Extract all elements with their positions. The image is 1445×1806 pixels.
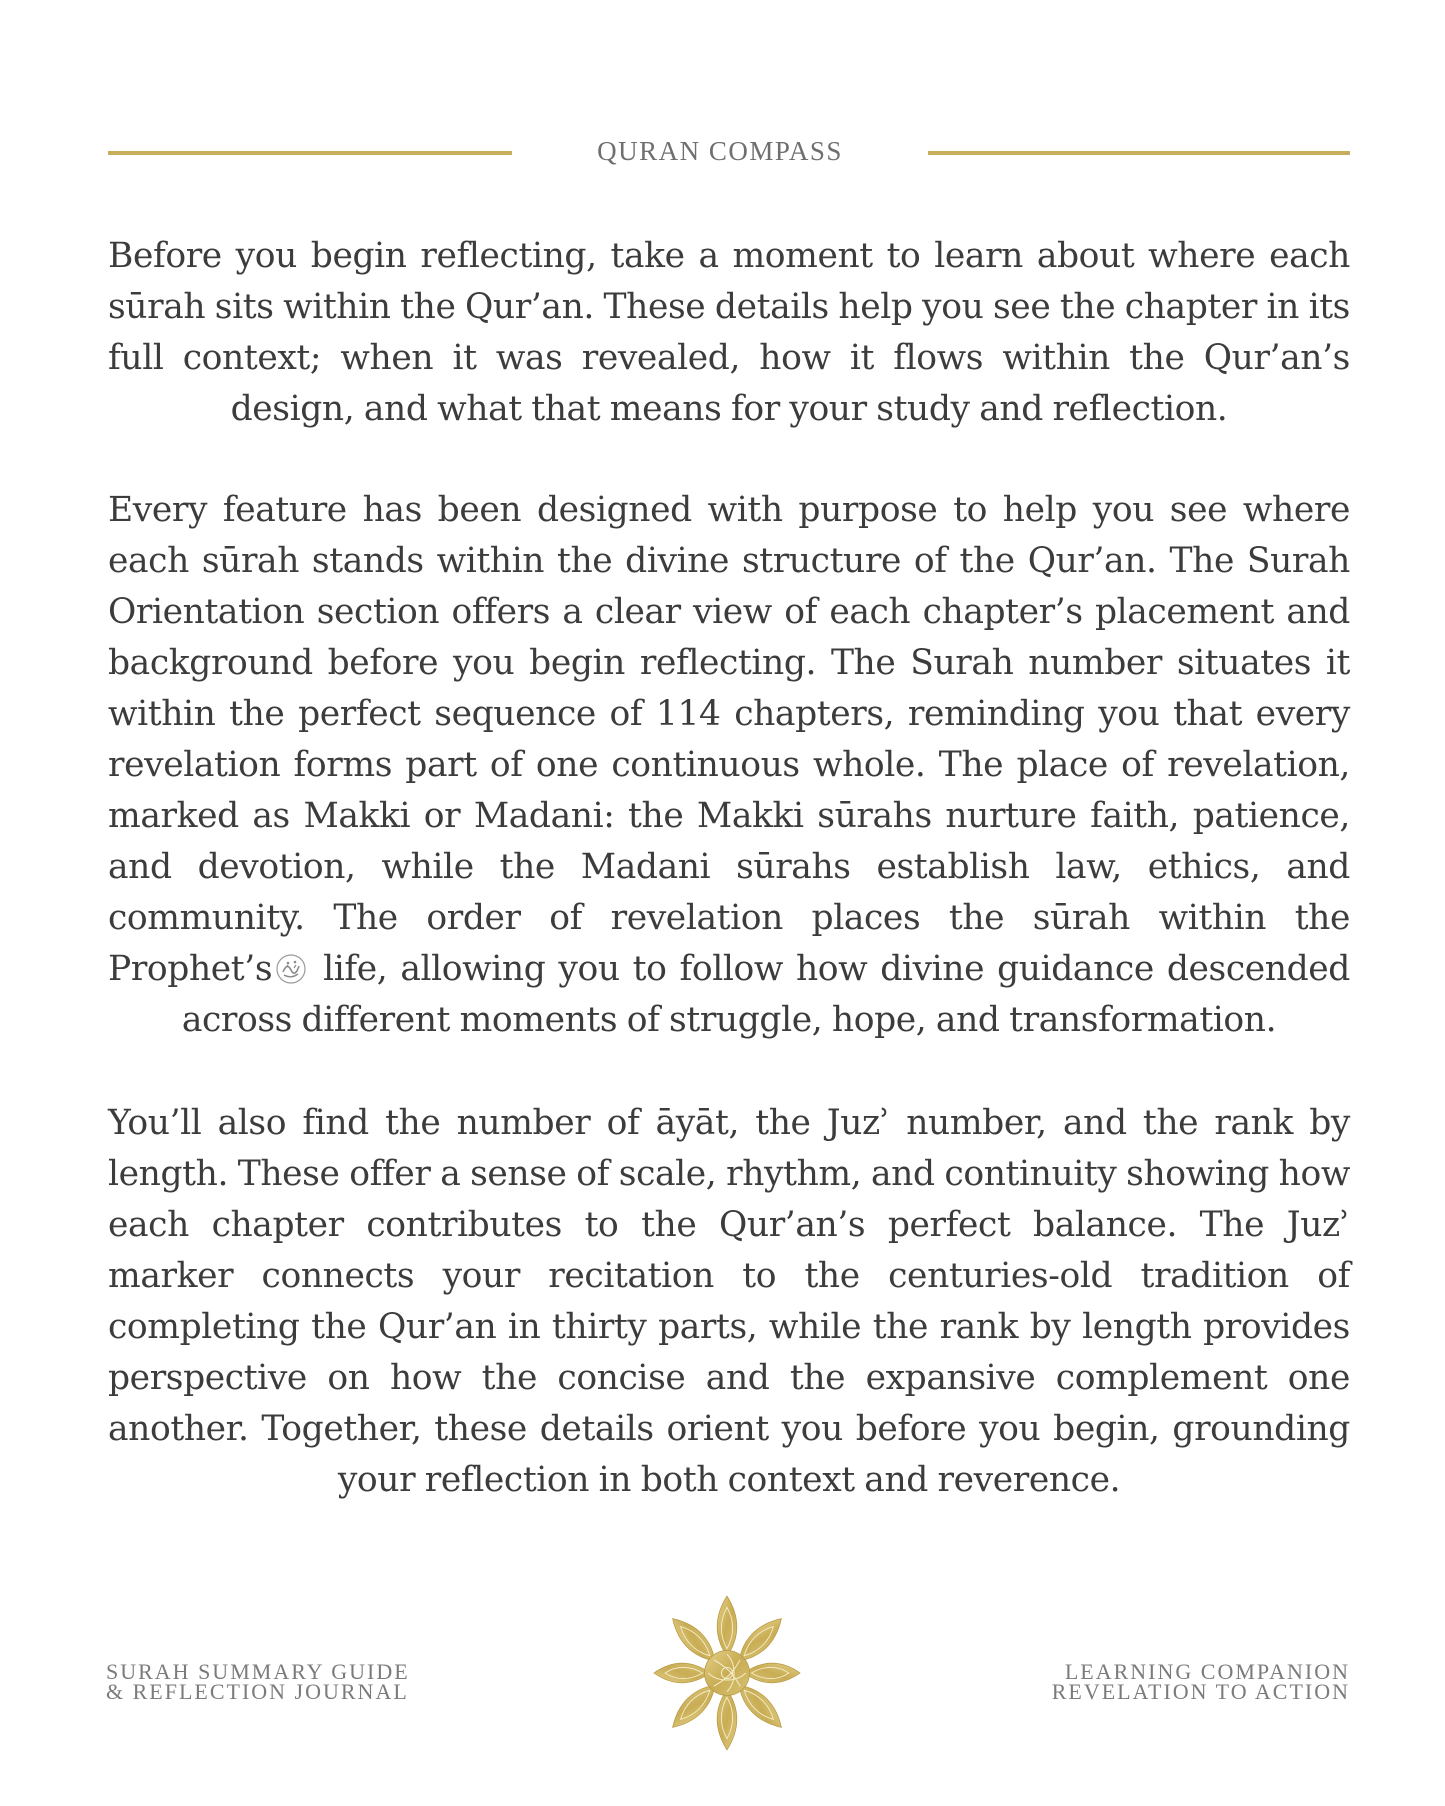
footer-right-caption	[1051, 1659, 1350, 1704]
details-paragraph: You’ll also find the number of āyāt, the Juzʾ number, and the rank by length. These offer a sense of scale, rhythm, and continuity showing how each chapter contributes to the Qur’an’s perfect balance. The Juzʾ marker connects your recitation to the centuries-old tradition of completing the Qur’an in thirty parts, while the rank by length provides perspective on how the concise and the expansive complement one another. Together, these details orient you before you begin, grounding your reflection in both context and reverence.	[108, 1103, 1350, 1500]
header-rule-right	[928, 151, 1350, 155]
footer-right-line-1: LEARNING COMPANION	[1064, 1659, 1350, 1684]
eight-point-floral-emblem-icon	[652, 1592, 802, 1754]
footer-left-line-2: & REFLECTION JOURNAL	[106, 1679, 409, 1704]
header-rule-left	[108, 151, 512, 155]
features-paragraph-text-b: life, allowing you to follow how divine guidance descended across different moments of struggle, hope, and transformation.	[181, 949, 1350, 1040]
footer-left-line-1: SURAH SUMMARY GUIDE	[106, 1659, 410, 1684]
footer-right-line-2: REVELATION TO ACTION	[1051, 1679, 1350, 1704]
intro-paragraph: Before you begin reflecting, take a moment to learn about where each sūrah sits within the Qur’an. These details help you see the chapter in its full context; when it was revealed, how it flows within the Qur’an’s design, and what that means for your study and reflection.	[108, 236, 1350, 429]
page-header-title: QURAN COMPASS	[597, 136, 843, 166]
salawat-calligraphy-icon	[274, 950, 308, 984]
footer-left-caption	[106, 1659, 410, 1704]
features-paragraph	[108, 485, 1350, 1046]
features-paragraph-text-a: Every feature has been designed with purpose to help you see where each sūrah stands within the divine structure of the Qur’an. The Surah Orientation section offers a clear view of each chapter’s placement and background before you begin reflecting. The Surah number situates it within the perfect sequence of 114 chapters, reminding you that every revelation forms part of one continuous whole. The place of revelation, marked as Makki or Madani: the Makki sūrahs nurture faith, patience, and devotion, while the Madani sūrahs establish law, ethics, and community. The order of revelation places the sūrah within the Prophet’s	[108, 490, 1350, 989]
